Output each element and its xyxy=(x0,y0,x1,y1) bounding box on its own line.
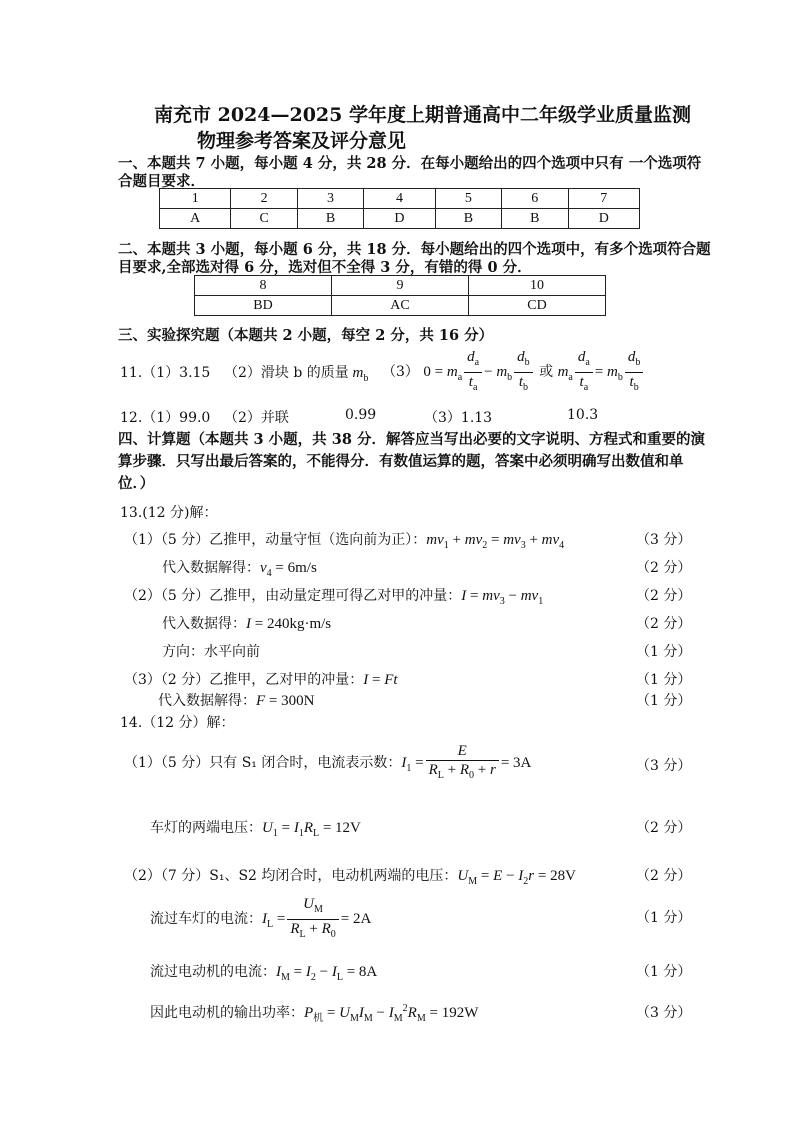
q14-step4-score: （1 分） xyxy=(636,910,692,926)
q13-step2-text: 代入数据解得： xyxy=(162,560,260,576)
page-title-line2: 物理参考答案及评分意见 xyxy=(197,130,407,152)
q13-step5: 方向：水平向前 xyxy=(162,644,260,660)
section2-answer-table xyxy=(194,275,606,316)
q14-step6-score: （3 分） xyxy=(636,1005,692,1021)
section2-text-line2: 目要求,全部选对得 6 分，选对但不全得 3 分，有错的得 0 分． xyxy=(118,259,532,276)
q13-step5-score: （1 分） xyxy=(636,644,692,660)
q13-step1 xyxy=(124,529,564,551)
q13-step2 xyxy=(162,557,317,579)
q13-step7-score: （1 分） xyxy=(636,693,692,709)
table-cell: CD xyxy=(469,296,606,316)
q13-heading: 13.(12 分)解： xyxy=(120,505,218,521)
q12-part3-value: 10.3 xyxy=(567,407,599,423)
section4-heading-line2: 算步骤．只写出最后答案的，不能得分．有数值运算的题，答案中必须明确写出数值和单 xyxy=(118,453,684,470)
q13-step7-formula: F = 300N xyxy=(256,693,315,709)
q13-step3-score: （2 分） xyxy=(636,588,692,604)
q14-step2 xyxy=(150,817,361,839)
section1-answer-table xyxy=(159,188,640,229)
q14-heading: 14.（12 分）解： xyxy=(120,715,235,731)
q11-part3 xyxy=(382,348,645,397)
table-cell: B xyxy=(297,209,363,229)
q13-step7 xyxy=(158,690,314,710)
q13-step4-formula: I = 240kg·m/s xyxy=(246,616,332,632)
q12-part2-value: 0.99 xyxy=(345,407,377,423)
q13-step1-formula: $mv_1 + mv_2 = mv_3 + mv_4$ xyxy=(426,532,565,551)
q14-step2-text: 车灯的两端电压： xyxy=(150,820,262,836)
q14-step2-formula: $U_1 = I_1R_L = 12V$ xyxy=(262,820,361,839)
table-cell: B xyxy=(502,209,568,229)
q12-part2: （2）并联 xyxy=(224,410,289,426)
q14-step4-text: 流过车灯的电流： xyxy=(150,910,262,927)
q13-step2-formula: $v_4 = 6m/s$ xyxy=(260,560,317,579)
q12-part3: （3）1.13 xyxy=(424,410,493,426)
q13-step3 xyxy=(124,585,543,607)
q14-step2-score: （2 分） xyxy=(636,820,692,836)
q13-step7-text: 代入数据解得： xyxy=(158,693,256,709)
table-cell: 7 xyxy=(568,189,640,209)
q14-step6 xyxy=(150,1002,478,1024)
q13-step3-text: （2）（5 分）乙推甲，由动量定理可得乙对甲的冲量： xyxy=(124,588,462,604)
q14-step5-score: （1 分） xyxy=(636,964,692,980)
q14-step3-text: （2）（7 分）S₁、S2 均闭合时，电动机两端的电压： xyxy=(124,868,458,884)
section4-heading-line3: 位．） xyxy=(118,475,155,492)
q11-part2 xyxy=(224,362,368,384)
table-cell: 4 xyxy=(364,189,435,209)
table-cell: 2 xyxy=(231,189,297,209)
table-cell: 1 xyxy=(160,189,231,209)
table-cell: 8 xyxy=(195,276,332,296)
q14-step4 xyxy=(150,895,371,944)
q11-part1: 11.（1）3.15 xyxy=(120,365,211,381)
table-row xyxy=(195,276,606,296)
table-cell: D xyxy=(364,209,435,229)
q13-step3-formula: $I = mv_3 - mv_1$ xyxy=(461,588,544,607)
table-cell: 5 xyxy=(435,189,501,209)
q13-step6-formula: I = Ft xyxy=(363,672,398,688)
q11-part2-formula: $m_b$ xyxy=(348,365,369,384)
table-cell: 6 xyxy=(502,189,568,209)
page-title-line1: 南充市 2024—2025 学年度上期普通高中二年级学业质量监测 xyxy=(154,104,691,126)
q14-step5 xyxy=(150,961,377,983)
q11-part2-label: （2）滑块 b 的质量 xyxy=(224,365,349,381)
q12-part1: 12.（1）99.0 xyxy=(120,410,211,426)
q14-step4-formula: $I_L$ = $\frac{U_M}{R_L + R_0}$ = 2A xyxy=(262,896,372,940)
q14-step3-score: （2 分） xyxy=(636,868,692,884)
table-row xyxy=(160,189,640,209)
q14-step3 xyxy=(124,865,576,887)
q13-step1-score: （3 分） xyxy=(636,532,692,548)
q13-step6-score: （1 分） xyxy=(636,672,692,688)
table-row xyxy=(160,209,640,229)
q13-step6-text: （3）（2 分）乙推甲，乙对甲的冲量： xyxy=(124,672,364,688)
table-row xyxy=(195,296,606,316)
table-cell: 10 xyxy=(469,276,606,296)
q14-step1 xyxy=(124,742,531,785)
q14-step1-formula: $I_1$ = $\frac{E}{R_L + R_0 + r}$ = 3A xyxy=(401,743,532,781)
q13-step6 xyxy=(124,669,398,689)
q14-step6-text: 因此电动机的输出功率： xyxy=(150,1005,304,1021)
q14-step1-score: （3 分） xyxy=(636,758,692,774)
q14-step5-text: 流过电动机的电流： xyxy=(150,964,276,980)
section4-heading-line1: 四、计算题（本题共 3 小题，共 38 分．解答应当写出必要的文字说明、方程式和重要的演 xyxy=(118,431,705,448)
q14-step6-formula: $P_机 = U_MI_M - I_M^2R_M = 192W$ xyxy=(304,1003,479,1024)
q11-equation-alt: $m_a$ $\frac{d_a}{t_a}$ = $m_b$ $\frac{d_b}{t_b}$ xyxy=(558,364,646,380)
table-cell: A xyxy=(160,209,231,229)
section2-text-line1: 二、本题共 3 小题，每小题 6 分，共 18 分．每小题给出的四个选项中，有多个选项符合题 xyxy=(118,241,711,258)
q13-step1-text: （1）（5 分）乙推甲，动量守恒（选向前为正）： xyxy=(124,532,427,548)
q13-step2-score: （2 分） xyxy=(636,560,692,576)
section3-heading: 三、实验探究题（本题共 2 小题，每空 2 分，共 16 分） xyxy=(118,327,494,344)
q13-step4-score: （2 分） xyxy=(636,616,692,632)
q14-step3-formula: $U_M = E - I_2r = 28V$ xyxy=(457,868,576,887)
table-cell: B xyxy=(435,209,501,229)
table-cell: C xyxy=(231,209,297,229)
table-cell: 9 xyxy=(332,276,469,296)
section1-text-line2: 合题目要求． xyxy=(118,173,205,190)
q14-step5-formula: $I_M = I_2 - I_L = 8A$ xyxy=(276,964,378,983)
table-cell: AC xyxy=(332,296,469,316)
q11-or: 或 xyxy=(539,363,554,380)
table-cell: BD xyxy=(195,296,332,316)
q13-step4 xyxy=(162,613,331,633)
q14-step1-text: （1）（5 分）只有 S₁ 闭合时，电流表示数： xyxy=(124,754,402,771)
section1-text-line1: 一、本题共 7 小题，每小题 4 分，共 28 分．在每小题给出的四个选项中只有 一个选项符 xyxy=(118,155,702,172)
table-cell: D xyxy=(568,209,640,229)
q11-equation: $0 = m_a$ $\frac{d_a}{t_a}$ − $m_b$ $\frac{d_b}{t_b}$ xyxy=(423,364,534,380)
q13-step4-text: 代入数据得： xyxy=(162,616,246,632)
table-cell: 3 xyxy=(297,189,363,209)
q11-part3-label: （3） xyxy=(382,363,419,380)
